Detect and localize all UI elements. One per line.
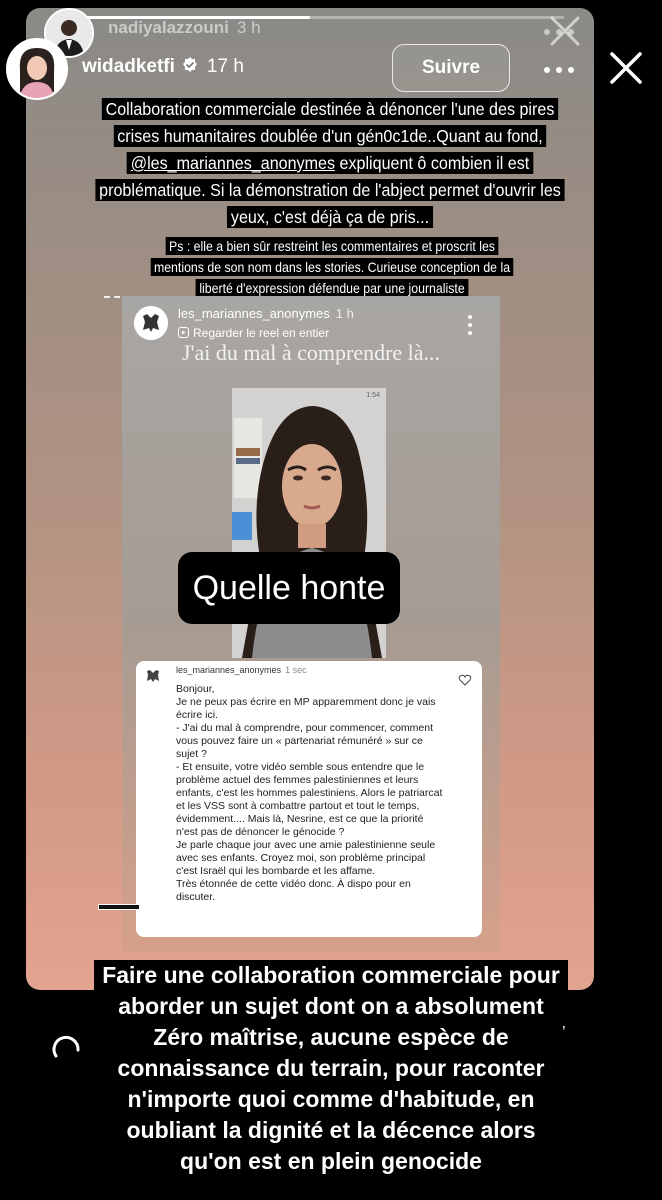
embedded-title: J'ai du mal à comprendre là... <box>181 340 441 365</box>
comment-screenshot <box>136 661 482 937</box>
bottom-caption-line: Faire une collaboration commerciale pour <box>94 960 568 990</box>
top-layer-more-icon[interactable] <box>542 28 576 36</box>
follow-button[interactable]: Suivre <box>392 44 510 92</box>
story-username[interactable]: widadketfi 17 h <box>82 56 244 77</box>
story-caption-ps: Ps : elle a bien sûr restreint les commentaires et proscrit les mentions de son nom dans les stories. Curieuse conception de la liberté d'expression défendue par une journaliste <box>145 236 518 299</box>
bottom-caption-line: oubliant la dignité et la décence alors <box>119 1115 544 1145</box>
story-caption-main: Collaboration commerciale destinée à dénoncer l'une des pires crises humanitaires doublée d'un gén0c1de..Quant au fond, @les_mariannes_anonymes expliquent ô combien il est problématique. Si la démonstration de l'abject permet d'ouvrir les yeux, c'est déjà ça de pris... <box>91 96 569 231</box>
heart-icon[interactable] <box>458 673 472 687</box>
mention-link[interactable]: @les_mariannes_anonymes <box>130 153 336 173</box>
top-layer-username[interactable]: nadiyalazzouni 3 h <box>108 18 261 37</box>
bottom-caption-line: n'importe quoi comme d'habitude, en <box>119 1084 542 1114</box>
drag-handle[interactable] <box>98 904 140 910</box>
quelle-honte-sticker: Quelle honte <box>178 552 400 624</box>
caption-mark: ’ <box>562 1024 566 1041</box>
reel-icon <box>178 327 189 338</box>
close-icon[interactable] <box>608 50 644 86</box>
avatar[interactable] <box>6 38 68 100</box>
top-layer-time: 3 h <box>236 18 261 37</box>
embedded-story[interactable] <box>122 296 500 952</box>
embedded-avatar[interactable] <box>134 306 168 340</box>
story-time: 17 h <box>206 56 244 77</box>
embedded-username[interactable]: les_mariannes_anonymes 1 h <box>178 306 354 321</box>
bottom-caption-line: connaissance du terrain, pour raconter <box>110 1053 553 1083</box>
watch-reel-link[interactable]: Regarder le reel en entier <box>178 326 329 340</box>
bottom-caption-line: aborder un sujet dont on a absolument <box>110 991 552 1021</box>
comment-username: les_mariannes_anonymes 1 sec <box>176 665 307 675</box>
more-icon[interactable] <box>542 66 576 74</box>
video-time: 1:54 <box>366 392 380 399</box>
bottom-caption-line: Zéro maîtrise, aucune espèce de <box>145 1022 516 1052</box>
comment-avatar <box>142 665 164 687</box>
comment-body: Bonjour, Je ne peux pas écrire en MP apparemment donc je vais écrire ici. - J'ai du mal à comprendre, pour commencer, comment vous pouvez faire un « partenariat rémunéré » sur ce sujet ? - Et ensuite, votre vidéo semble sous entendre que le problème actuel des femmes palestiniennes et leurs enfants, c'est les hommes palestiniens. Alors le patriarcat et les VSS sont à combattre partout et tout le temps, évidemment.... Mais là, Nesrine, est ce que la priorité n'est pas de dénoncer le génocide ? Je parle chaque jour avec une amie palestinienne seule avec ses enfants. Croyez moi, son problème principal c'est Israël qui les bombarde et les affame. Très étonnée de cette vidéo donc. À dispo pour en discuter. <box>176 683 443 903</box>
embedded-more-icon[interactable] <box>466 314 474 336</box>
bottom-caption-line: qu'on est en plein genocide <box>172 1146 490 1176</box>
verified-icon <box>181 56 199 74</box>
story-caption-bottom <box>44 960 618 1177</box>
loading-icon <box>50 1030 84 1064</box>
